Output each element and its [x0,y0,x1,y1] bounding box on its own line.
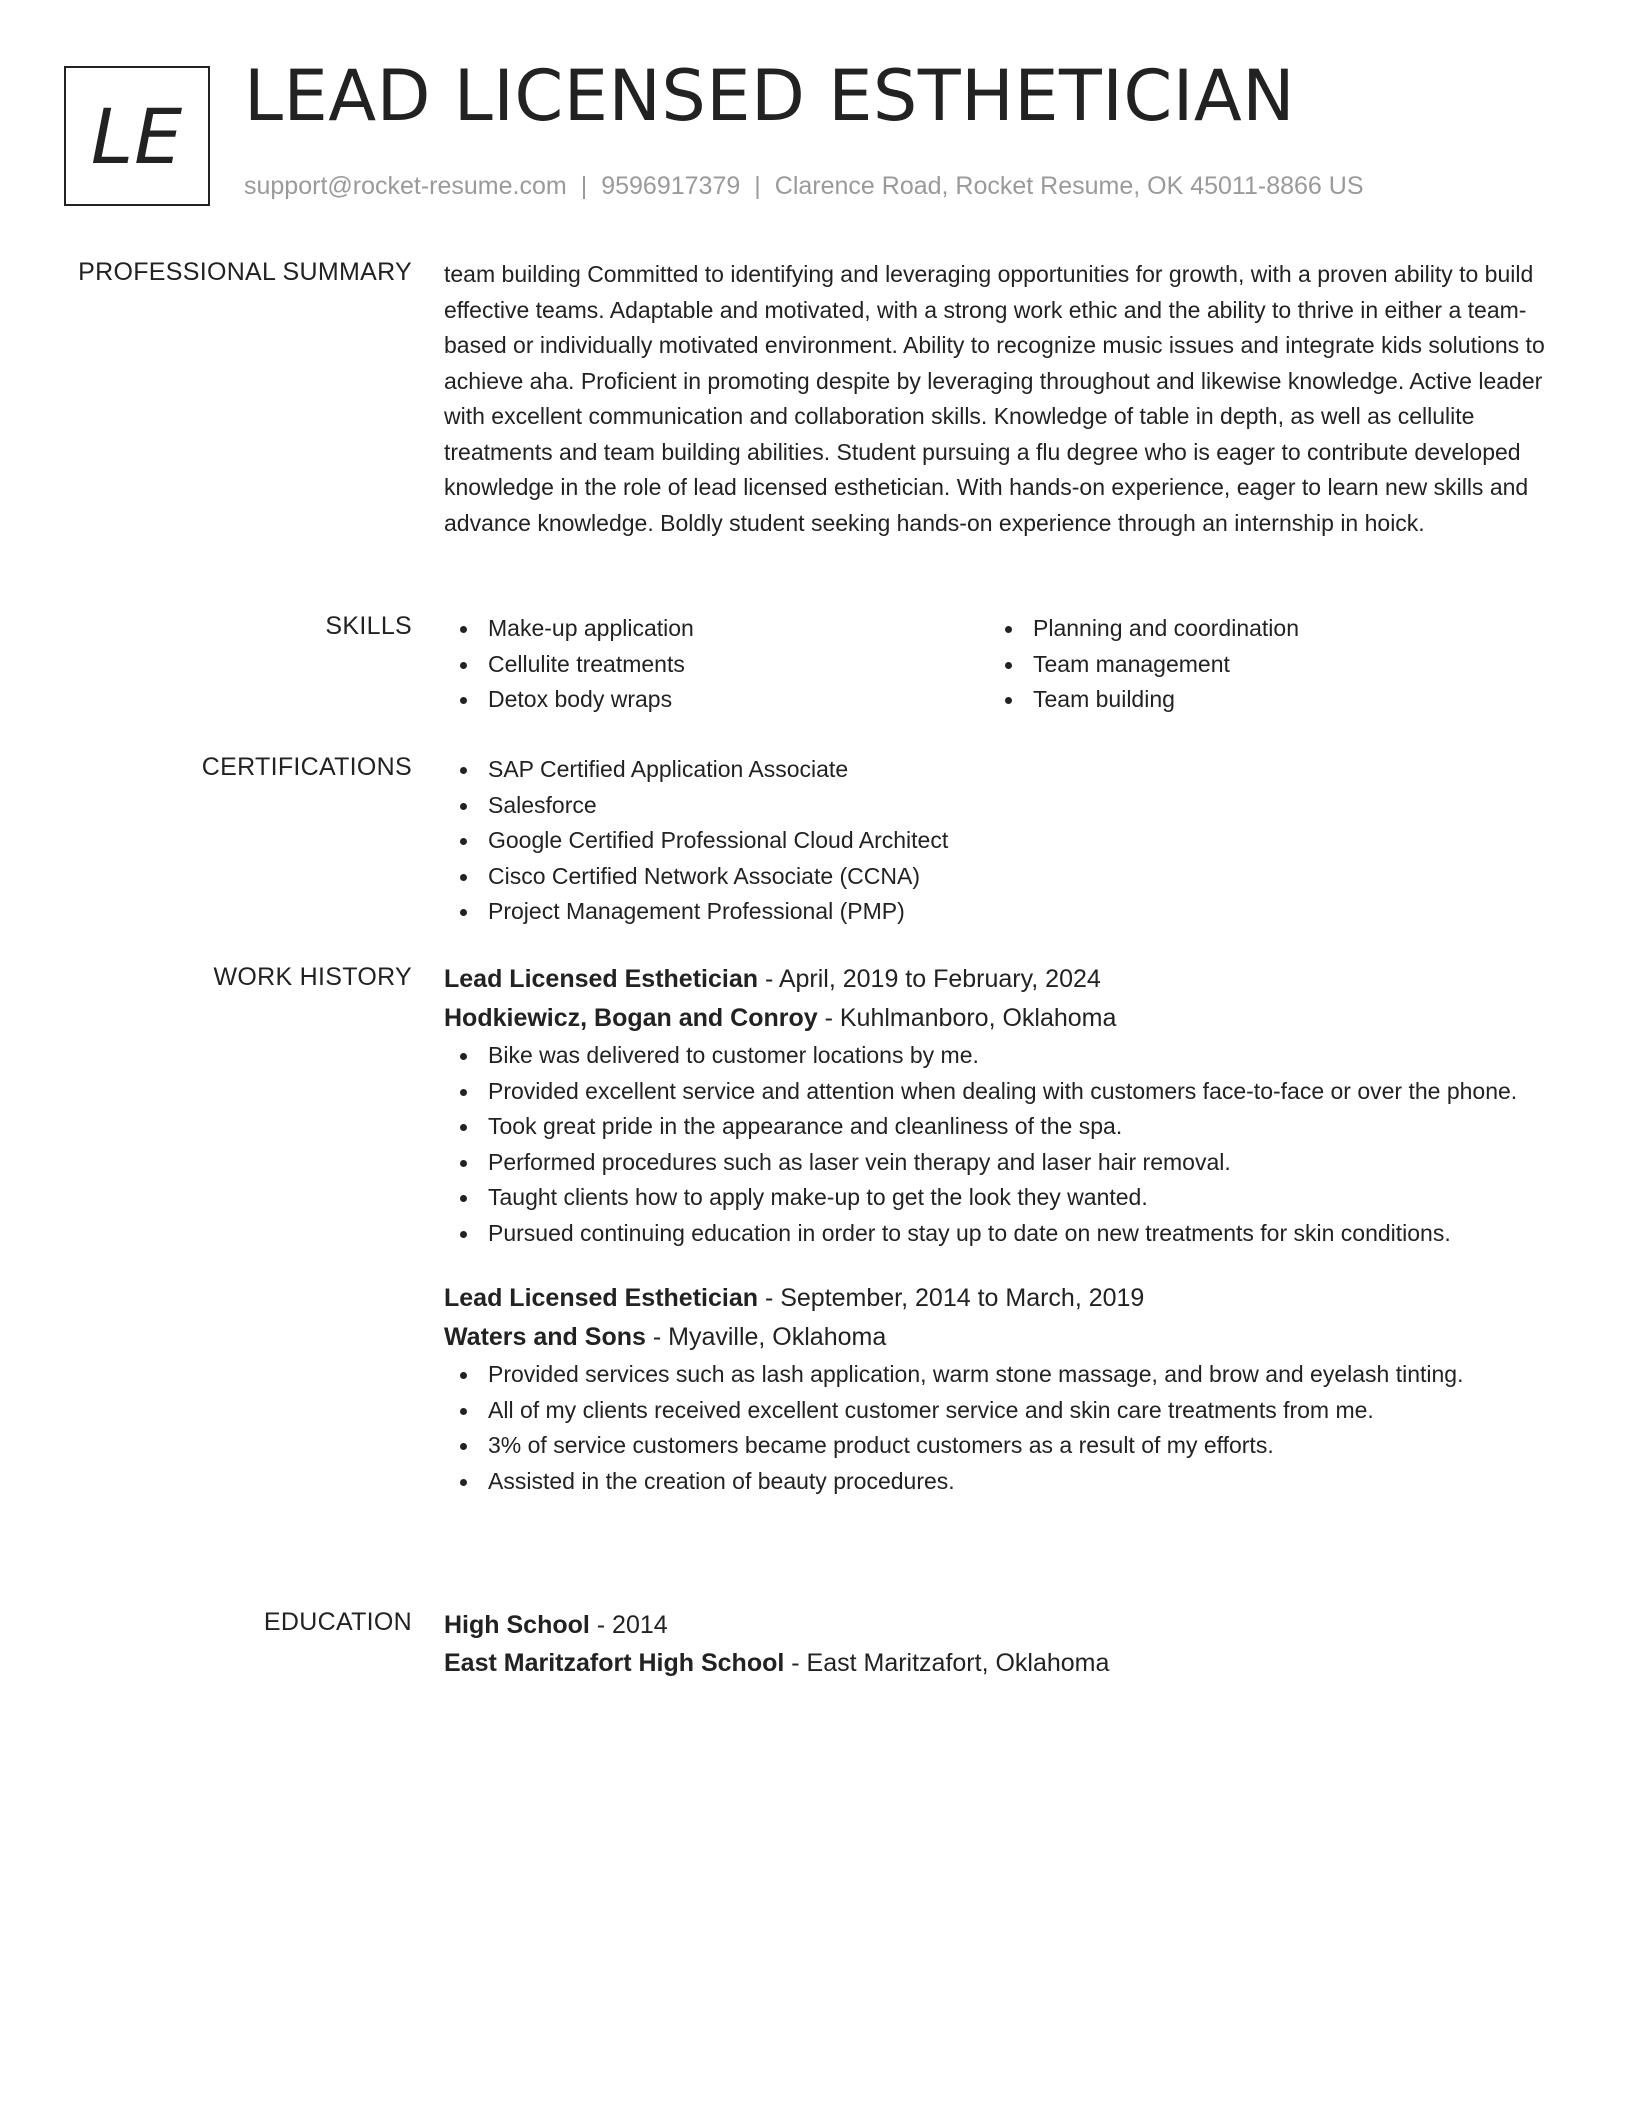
job-title: Lead Licensed Esthetician [444,1284,758,1312]
job-company: Waters and Sons [444,1323,646,1351]
job-title: Lead Licensed Esthetician [444,965,758,993]
work-history-body [444,960,1548,1499]
job-duty-item: Taught clients how to apply make-up to get the look they wanted. [444,1180,1548,1216]
section-label-summary: PROFESSIONAL SUMMARY [78,258,412,286]
certification-item: Cisco Certified Network Associate (CCNA) [444,859,1548,895]
contact-address: Clarence Road, Rocket Resume, OK 45011-8866 US [774,172,1364,200]
resume-title: LEAD LICENSED ESTHETICIAN [244,55,1296,137]
job-dates: - April, 2019 to February, 2024 [758,965,1101,993]
contact-phone: 9596917379 [601,172,741,200]
section-label-certifications: CERTIFICATIONS [201,753,412,781]
job-duty-item: Took great pride in the appearance and cleanliness of the spa. [444,1109,1548,1145]
education-school-line [444,1644,1548,1682]
job-duty-item: Performed procedures such as laser vein therapy and laser hair removal. [444,1145,1548,1181]
skill-item: Team building [989,682,1534,718]
job-duties-list [444,1038,1548,1251]
education-degree: High School [444,1611,590,1639]
education-location: - East Maritzafort, Oklahoma [784,1649,1110,1677]
job-duty-item: Provided services such as lash application, warm stone massage, and brow and eyelash tinting. [444,1357,1548,1393]
certification-item: Google Certified Professional Cloud Architect [444,823,1548,859]
job-entry [444,1279,1548,1499]
job-duty-item: All of my clients received excellent customer service and skin care treatments from me. [444,1393,1548,1429]
section-label-skills: SKILLS [325,612,412,640]
summary-text: team building Committed to identifying and leveraging opportunities for growth, with a proven ability to build effective teams. Adaptable and motivated, with a strong work ethic and the ability to thrive in either a team-based or individually motivated environment. Ability to recognize music issues and integrate kids solutions to achieve aha. Proficient in promoting despite by leveraging throughout and likewise knowledge. Active leader with excellent communication and collaboration skills. Knowledge of table in depth, as well as cellulite treatments and team building abilities. Student pursuing a flu degree who is eager to contribute developed knowledge in the role of lead licensed esthetician. With hands-on experience, eager to learn new skills and advance knowledge. Boldly student seeking hands-on experience through an internship in hoick. [444,261,1545,536]
contact-line [244,172,1364,201]
job-duty-item: Pursued continuing education in order to stay up to date on new treatments for skin conditions. [444,1216,1548,1252]
contact-separator: | [754,172,761,200]
monogram-text: LE [90,91,184,181]
education-body [444,1606,1548,1682]
skill-item: Detox body wraps [444,682,989,718]
job-company-line [444,999,1548,1038]
job-duty-item: Provided excellent service and attention when dealing with customers face-to-face or over the phone. [444,1074,1548,1110]
certifications-body [444,752,1548,930]
certifications-list [444,752,1548,930]
skill-item: Planning and coordination [989,611,1534,647]
job-company-line [444,1318,1548,1357]
job-duty-item: Assisted in the creation of beauty procedures. [444,1464,1548,1500]
job-entry [444,960,1548,1251]
job-duty-item: 3% of service customers became product customers as a result of my efforts. [444,1428,1548,1464]
job-dates: - September, 2014 to March, 2019 [758,1284,1145,1312]
certification-item: Project Management Professional (PMP) [444,894,1548,930]
job-location: - Kuhlmanboro, Oklahoma [817,1004,1117,1032]
section-label-education: EDUCATION [263,1608,412,1636]
education-degree-line [444,1606,1548,1644]
job-duty-item: Bike was delivered to customer locations by me. [444,1038,1548,1074]
job-duties-list [444,1357,1548,1499]
monogram-badge [64,66,210,206]
certification-item: Salesforce [444,788,1548,824]
job-title-line [444,960,1548,999]
contact-separator: | [580,172,588,200]
certification-item: SAP Certified Application Associate [444,752,1548,788]
education-school: East Maritzafort High School [444,1649,785,1677]
education-year: - 2014 [589,1611,668,1639]
skill-item: Cellulite treatments [444,647,989,683]
job-location: - Myaville, Oklahoma [645,1323,887,1351]
skills-list-left [444,611,989,718]
skills-list-right [989,611,1534,718]
skill-item: Team management [989,647,1534,683]
skill-item: Make-up application [444,611,989,647]
job-title-line [444,1279,1548,1318]
job-company: Hodkiewicz, Bogan and Conroy [444,1004,818,1032]
section-label-work-history: WORK HISTORY [213,963,412,991]
contact-email: support@rocket-resume.com [244,172,567,200]
skills-body [444,611,1548,718]
